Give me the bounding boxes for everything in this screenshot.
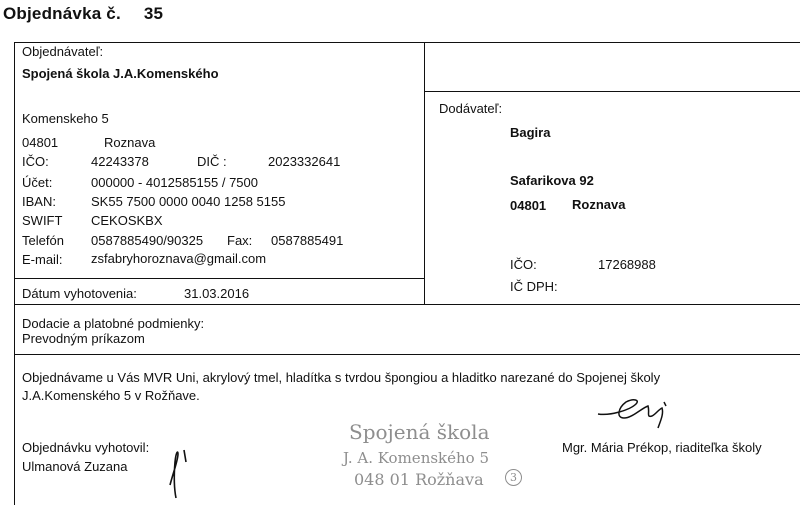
director-name: Mgr. Mária Prékop, riaditeľka školy	[562, 440, 762, 455]
buyer-street: Komenskeho 5	[22, 111, 109, 126]
supplier-top-divider	[424, 91, 800, 92]
made-by-name: Ulmanová Zuzana	[22, 459, 128, 474]
section-divider-1	[14, 304, 800, 305]
buyer-dic: 2023332641	[268, 154, 341, 169]
buyer-fax: 0587885491	[271, 233, 344, 248]
terms-label: Dodacie a platobné podmienky:	[22, 316, 205, 331]
buyer-email-label: E-mail:	[22, 252, 63, 267]
supplier-street: Safarikova 92	[510, 173, 594, 188]
buyer-swift-label: SWIFT	[22, 213, 63, 228]
buyer-ico-label: IČO:	[22, 154, 49, 169]
frame-left-border	[14, 42, 15, 505]
stamp-line-1: Spojená škola	[349, 420, 490, 444]
stamp-number-text: 3	[510, 471, 517, 484]
section-divider-2	[14, 354, 800, 355]
supplier-label: Dodávateľ:	[439, 101, 503, 116]
buyer-name: Spojená škola J.A.Komenského	[22, 66, 219, 81]
director-signature	[590, 392, 685, 434]
stamp-line-2: J. A. Komenského 5	[343, 449, 490, 467]
buyer-phone: 0587885490/90325	[91, 233, 204, 248]
buyer-supplier-divider	[424, 42, 425, 304]
supplier-ico: 17268988	[598, 257, 656, 272]
buyer-city: Roznava	[104, 135, 156, 150]
buyer-dic-label: DIČ :	[197, 154, 227, 169]
order-number: 35	[143, 4, 164, 23]
buyer-fax-label: Fax:	[227, 233, 253, 248]
buyer-ico: 42243378	[91, 154, 149, 169]
buyer-label: Objednávateľ:	[22, 44, 104, 59]
order-title-label: Objednávka č.	[3, 4, 121, 23]
date-top-divider	[14, 278, 425, 279]
order-text-line-1: Objednávame u Vás MVR Uni, akrylový tmel, hladítka s tvrdou špongiou a hladitko narezané do Spojenej školy	[22, 370, 661, 385]
made-by-label: Objednávku vyhotovil:	[22, 440, 150, 455]
supplier-name: Bagira	[510, 125, 551, 140]
supplier-city: Roznava	[572, 197, 626, 212]
buyer-phone-label: Telefón	[22, 233, 64, 248]
issue-date-label: Dátum vyhotovenia:	[22, 286, 137, 301]
stamp-line-3: 048 01 Rožňava	[354, 470, 484, 489]
frame-top-border	[14, 42, 800, 43]
supplier-zip: 04801	[510, 198, 547, 213]
buyer-account-label: Účet:	[22, 175, 53, 190]
buyer-zip: 04801	[22, 135, 59, 150]
issue-date: 31.03.2016	[184, 286, 250, 301]
terms-value: Prevodným príkazom	[22, 331, 145, 346]
buyer-account: 000000 - 4012585155 / 7500	[91, 175, 258, 190]
author-signature	[160, 440, 200, 500]
buyer-email: zsfabryhoroznava@gmail.com	[91, 251, 267, 266]
supplier-ico-label: IČO:	[510, 257, 537, 272]
order-text-line-2: J.A.Komenského 5 v Rožňave.	[22, 388, 200, 403]
supplier-icdph-label: IČ DPH:	[510, 279, 558, 294]
buyer-iban-label: IBAN:	[22, 194, 56, 209]
page-title	[3, 4, 163, 24]
buyer-swift: CEKOSKBX	[91, 213, 163, 228]
stamp-number	[505, 469, 522, 486]
buyer-iban: SK55 7500 0000 0040 1258 5155	[91, 194, 286, 209]
